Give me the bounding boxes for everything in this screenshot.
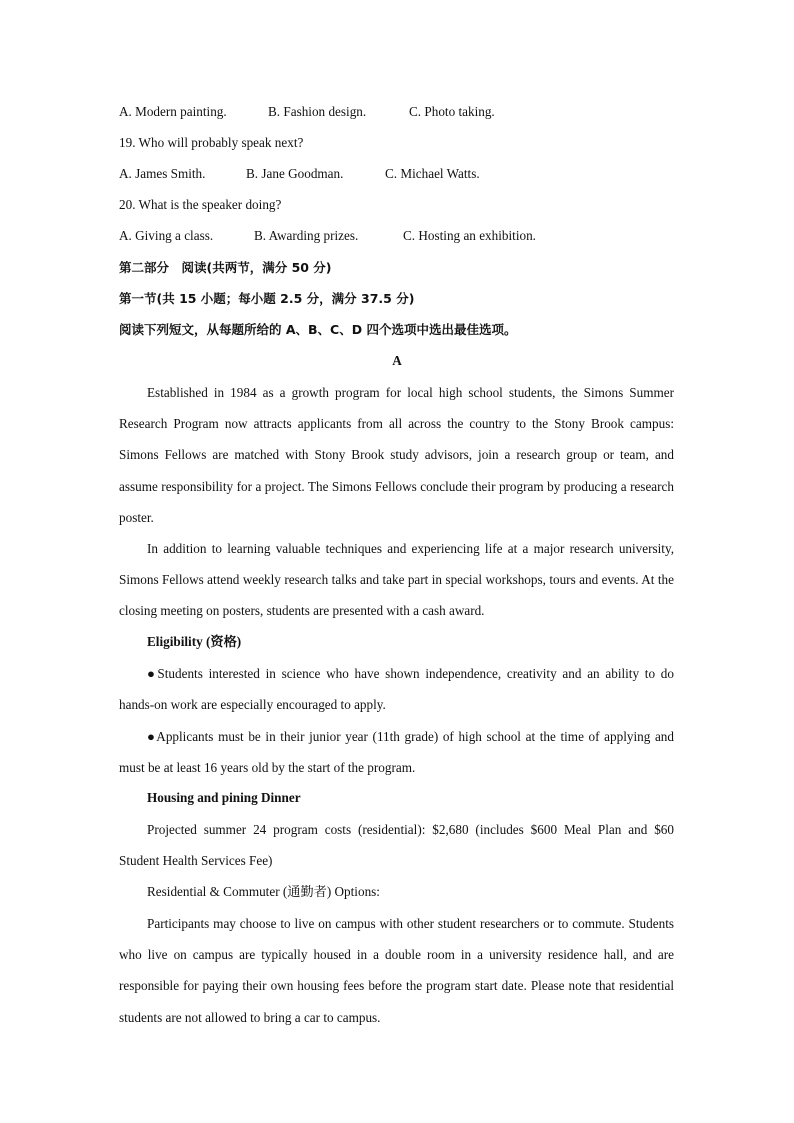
section1-title: 第一节(共 15 小题；每小题 2.5 分，满分 37.5 分) [119,291,415,306]
passage-paragraph-3: Participants may choose to live on campus with other student researchers or to commute. Students who live on campus are typically housed in a double room in a university residence hall, and are responsible for paying their own housing fees before the program start date. Please note that residential students are not allowed to bring a car to campus. [119,916,674,1025]
q19-option-b: B. Jane Goodman. [246,166,344,181]
q19-option-a: A. James Smith. [119,166,206,181]
q20-option-b: B. Awarding prizes. [254,228,359,243]
q18-options [119,104,495,120]
options-label: Residential & Commuter (通勤者) Options: [147,884,380,899]
eligibility-bullet-1: ●Students interested in science who have shown independence, creativity and an ability to do hands-on work are especially encouraged to apply. [119,666,674,713]
passage-label: A [392,353,402,368]
eligibility-heading: Eligibility (资格) [147,634,242,649]
q19-options [119,166,480,182]
passage-paragraph-1: Established in 1984 as a growth program for local high school students, the Simons Summer Research Program now attracts applicants from all across the country to the Stony Brook campus: Simons Fellows are matched with Stony Brook study advisors, join a research group or team, and assume responsibility for a project. The Simons Fellows conclude their program by producing a research poster. [119,385,674,525]
passage-paragraph-2: In addition to learning valuable techniques and experiencing life at a major research university, Simons Fellows attend weekly research talks and take part in special workshops, tours and events. At the closing meeting on posters, students are presented with a cash award. [119,541,674,619]
q20-options [119,228,536,244]
reading-instruction: 阅读下列短文，从每题所给的 A、B、C、D 四个选项中选出最佳选项。 [119,322,517,337]
q20-option-a: A. Giving a class. [119,228,214,243]
housing-heading: Housing and pining Dinner [147,790,301,805]
q18-option-c: C. Photo taking. [409,104,495,119]
q18-option-a: A. Modern painting. [119,104,227,119]
q19-question: 19. Who will probably speak next? [119,135,304,150]
q18-option-b: B. Fashion design. [268,104,367,119]
program-costs: Projected summer 24 program costs (residential): $2,680 (includes $600 Meal Plan and $60 Student Health Services Fee) [119,822,674,869]
q19-option-c: C. Michael Watts. [385,166,480,181]
q20-option-c: C. Hosting an exhibition. [403,228,536,243]
q20-question: 20. What is the speaker doing? [119,197,282,212]
part2-title: 第二部分 阅读(共两节，满分 50 分) [119,260,332,275]
eligibility-bullet-2: ●Applicants must be in their junior year (11th grade) of high school at the time of applying and must be at least 16 years old by the start of the program. [119,729,674,776]
